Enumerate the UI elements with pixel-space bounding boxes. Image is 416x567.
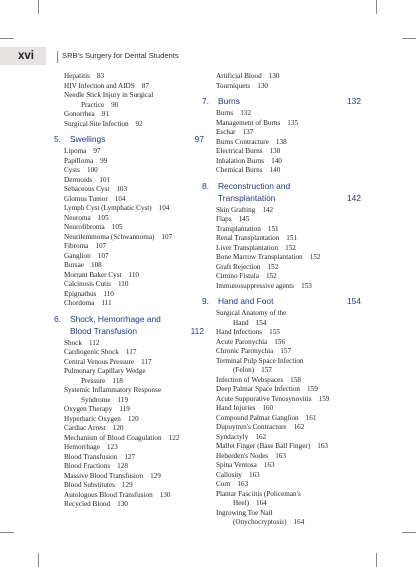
toc-page-number: 129 xyxy=(121,481,133,489)
toc-page-number: 152 xyxy=(285,243,296,252)
toc-column-right xyxy=(202,72,361,528)
crop-mark xyxy=(0,38,14,39)
toc-entry-title: Cimino Fistula xyxy=(216,272,259,280)
toc-page-number: 151 xyxy=(286,234,298,242)
toc-entry xyxy=(64,120,204,130)
toc-entry xyxy=(216,309,361,319)
toc-entry-title: Pulmonary Capillary Wedge xyxy=(64,367,146,375)
toc-page-number: 90 xyxy=(111,100,119,109)
toc-entry-continuation xyxy=(64,101,204,111)
toc-page-number: 119 xyxy=(117,395,129,404)
toc-entry xyxy=(64,110,204,120)
toc-entry-title: Lipoma xyxy=(64,147,87,155)
toc-entry-continuation xyxy=(216,499,361,509)
toc-page-number: 91 xyxy=(101,110,109,118)
toc-entry-title: Central Venous Pressure xyxy=(64,357,135,366)
toc-entry xyxy=(216,414,361,424)
toc-entry xyxy=(64,481,204,491)
toc-entry xyxy=(64,261,204,271)
toc-page-number: 140 xyxy=(269,166,281,174)
toc-entry-title: Liver Transplantation xyxy=(216,243,279,252)
toc-entry-title: Bone Marrow Transplantation xyxy=(216,253,303,261)
toc-entry-title: Management of Burns xyxy=(216,118,281,127)
toc-entry xyxy=(216,328,361,338)
toc-entry xyxy=(64,358,204,368)
toc-entry xyxy=(64,491,204,501)
toc-entry-title: Mechanism of Blood Coagulation xyxy=(64,433,162,442)
toc-page-number: 161 xyxy=(305,413,317,422)
toc-page-number: 140 xyxy=(271,156,282,165)
toc-page-number: 163 xyxy=(263,461,275,469)
chapter-page-number: 112 xyxy=(190,325,204,336)
toc-page-number: 138 xyxy=(269,147,281,155)
toc-entry xyxy=(64,252,204,262)
toc-entry-title: Acute Suppurative Tenosynovitis xyxy=(216,394,312,403)
toc-entry xyxy=(64,290,204,300)
toc-entry xyxy=(216,385,361,395)
toc-page-number: 135 xyxy=(287,118,299,127)
toc-entry-title: Recycled Blood xyxy=(64,500,111,508)
toc-entry xyxy=(216,109,361,119)
toc-page-number: 159 xyxy=(318,394,330,403)
toc-entry xyxy=(216,206,361,216)
toc-entry-title: Massive Blood Transfusion xyxy=(64,471,144,480)
toc-page-number: 154 xyxy=(255,318,267,327)
chapter-number: 7. xyxy=(202,96,209,106)
toc-page-number: 103 xyxy=(116,185,128,193)
toc-entry-title: Chemical Burns xyxy=(216,166,263,174)
toc-entry xyxy=(216,347,361,357)
toc-entry xyxy=(216,128,361,138)
toc-page-number: 120 xyxy=(127,414,139,423)
toc-entry-title: Blood Substitutes xyxy=(64,481,115,489)
toc-entry-title: Surgical Anatomy of the xyxy=(216,309,287,317)
crop-mark xyxy=(402,38,416,39)
toc-entry xyxy=(216,166,361,176)
toc-page-number: 153 xyxy=(301,281,312,290)
toc-entry-title: Neuroma xyxy=(64,213,91,222)
crop-mark xyxy=(376,553,377,567)
toc-entry-title: Systemic Inflammatory Response xyxy=(64,386,162,394)
toc-page-number: 142 xyxy=(262,205,274,214)
toc-entry-title: Morrant Baker Cyst xyxy=(64,270,122,279)
toc-entry-title: Ingrowing Toe Nail xyxy=(216,508,273,517)
crop-mark xyxy=(376,0,377,14)
toc-entry-title: Bursae xyxy=(64,261,84,269)
chapter-number: 5. xyxy=(54,134,61,144)
toc-page-number: 110 xyxy=(117,280,129,288)
toc-entry-title: Skin Grafting xyxy=(216,205,256,214)
toc-entry xyxy=(216,215,361,225)
toc-page-number: 151 xyxy=(267,224,279,233)
toc-entry-title: Neurilemmoma (Schwannoma) xyxy=(64,232,155,241)
toc-entry-title: Lymph Cyst (Lymphatic Cyst) xyxy=(64,204,152,212)
toc-page-number: 107 xyxy=(97,251,109,260)
toc-entry-title: Oxygen Therapy xyxy=(64,405,113,413)
toc-page-number: 152 xyxy=(267,262,279,271)
toc-entry-title: Immunosuppressive agents xyxy=(216,281,295,290)
toc-entry xyxy=(216,147,361,157)
toc-entry-title: Infection of Webspaces xyxy=(216,375,284,384)
toc-entry xyxy=(216,490,361,500)
toc-entry-title: Acute Paronychia xyxy=(216,337,268,346)
toc-page-number: 163 xyxy=(248,470,260,479)
chapter-heading xyxy=(54,133,204,145)
toc-entry-title: Surgical Site Infection xyxy=(64,119,129,128)
toc-entry xyxy=(64,367,204,377)
toc-page-number: 117 xyxy=(141,357,152,366)
toc-page-number: 118 xyxy=(112,376,123,385)
toc-entry-title: Autologous Blood Transfusion xyxy=(64,490,153,499)
toc-entry-title: Needle Stick Injury in Surgical xyxy=(64,91,154,99)
toc-entry xyxy=(216,509,361,519)
toc-page-number: 129 xyxy=(150,471,161,480)
chapter-title: Hand and Foot xyxy=(218,296,274,306)
chapter-title-line2: Blood Transfusion xyxy=(70,325,138,336)
chapter-heading xyxy=(202,180,361,204)
chapter-number: 6. xyxy=(54,313,61,324)
toc-page-number: 130 xyxy=(268,72,280,80)
toc-page-number: 111 xyxy=(101,299,112,307)
toc-entry xyxy=(216,244,361,254)
toc-page-number: 107 xyxy=(95,242,107,250)
toc-entry xyxy=(216,72,361,82)
toc-entry xyxy=(216,433,361,443)
toc-entry xyxy=(216,157,361,167)
toc-page-number: 162 xyxy=(255,432,267,441)
toc-page-number: 137 xyxy=(242,128,254,136)
chapter-heading xyxy=(54,313,204,337)
toc-page-number: 164 xyxy=(255,499,267,507)
toc-entry-title: Flaps xyxy=(216,215,232,223)
toc-entry xyxy=(64,166,204,176)
toc-entry-title: Deep Palmar Space Infection xyxy=(216,385,301,393)
toc-entry-title: Papilloma xyxy=(64,156,94,165)
toc-page-number: 145 xyxy=(238,215,250,223)
toc-entry-title: Spina Ventosa xyxy=(216,461,257,469)
toc-page-number: 130 xyxy=(117,500,128,508)
toc-page-number: 92 xyxy=(135,119,143,128)
toc-page-number: 132 xyxy=(240,109,251,117)
toc-entry xyxy=(64,157,204,167)
toc-entry xyxy=(64,185,204,195)
toc-page-number: 105 xyxy=(97,213,109,222)
toc-page-number: 163 xyxy=(237,480,249,488)
toc-entry-title: Electrical Burns xyxy=(216,147,263,155)
toc-entry-title: Heberden's Nodes xyxy=(216,451,269,460)
toc-entry xyxy=(64,299,204,309)
toc-entry xyxy=(64,348,204,358)
toc-entry xyxy=(64,386,204,396)
chapter-heading xyxy=(202,95,361,107)
toc-page-number: 87 xyxy=(141,81,149,90)
toc-entry-title: Burns xyxy=(216,109,234,117)
toc-page-number: 120 xyxy=(112,424,124,432)
toc-entry xyxy=(216,138,361,148)
toc-entry-continuation xyxy=(216,518,361,528)
toc-entry xyxy=(216,376,361,386)
toc-entry xyxy=(216,253,361,263)
toc-entry xyxy=(216,225,361,235)
toc-entry xyxy=(64,204,204,214)
toc-entry xyxy=(216,471,361,481)
toc-page-number: 158 xyxy=(290,375,301,384)
toc-page-number: 104 xyxy=(114,194,126,203)
toc-entry-title: Artificial Blood xyxy=(216,72,262,80)
chapter-title: Reconstruction and xyxy=(218,180,291,191)
toc-entry-title: Plantar Fasciitis (Policeman's xyxy=(216,489,301,498)
toc-entry-title-cont: (Felon) xyxy=(233,366,255,374)
toc-entry-title: Hyperbaric Oxygen xyxy=(64,414,121,423)
toc-entry-title: Renal Transplantation xyxy=(216,234,280,242)
toc-entry-title-cont: (Onychocryptosis) xyxy=(233,518,287,526)
crop-mark xyxy=(402,532,416,533)
toc-entry xyxy=(64,405,204,415)
toc-entry xyxy=(216,82,361,92)
toc-entry-title: Cardiogenic Shock xyxy=(64,348,119,356)
chapter-heading xyxy=(202,295,361,307)
toc-page-number: 157 xyxy=(261,366,272,374)
toc-entry xyxy=(216,272,361,282)
toc-entry-continuation xyxy=(64,377,204,387)
toc-entry xyxy=(64,443,204,453)
toc-page-number: 123 xyxy=(106,443,118,451)
toc-entry xyxy=(64,176,204,186)
toc-page-number: 160 xyxy=(262,404,274,412)
toc-entry xyxy=(64,91,204,101)
toc-entry xyxy=(216,452,361,462)
toc-entry xyxy=(216,357,361,367)
toc-entry-title: Blood Transfusion xyxy=(64,452,118,461)
toc-entry-title: Neurofibroma xyxy=(64,223,105,231)
toc-entry xyxy=(64,214,204,224)
toc-entry-title: Blood Fractions xyxy=(64,462,111,470)
toc-page-number: 105 xyxy=(111,223,123,231)
toc-page-number: 130 xyxy=(257,81,269,90)
toc-entry xyxy=(64,472,204,482)
toc-entry-title: Graft Rejection xyxy=(216,262,261,271)
toc-entry-title: Hepatitis xyxy=(64,72,90,80)
toc-page-number: 97 xyxy=(93,147,101,155)
crop-mark xyxy=(38,0,39,14)
toc-entry-title: Cardiac Arrest xyxy=(64,424,106,432)
toc-entry xyxy=(216,234,361,244)
toc-entry-title: Sebaceous Cyst xyxy=(64,185,110,193)
toc-entry-continuation xyxy=(64,396,204,406)
toc-page-number: 108 xyxy=(90,261,102,269)
toc-entry xyxy=(64,462,204,472)
toc-entry-title: Cysts xyxy=(64,166,80,174)
toc-entry-title: Calcinosis Cutis xyxy=(64,280,111,288)
toc-page-number: 152 xyxy=(309,253,321,261)
toc-entry xyxy=(64,280,204,290)
chapter-page-number: 142 xyxy=(347,192,361,203)
toc-entry-title: Mallet Finger (Base Ball Finger) xyxy=(216,442,311,450)
toc-entry-title-cont: Practice xyxy=(81,100,105,109)
toc-page-number: 119 xyxy=(119,405,130,413)
chapter-title: Shock, Hemorrhage and xyxy=(70,313,161,324)
toc-page-number: 107 xyxy=(161,232,173,241)
toc-page-number: 152 xyxy=(265,272,277,280)
toc-entry-title: Eschar xyxy=(216,128,236,136)
chapter-page-number: 97 xyxy=(194,134,204,144)
toc-entry xyxy=(64,271,204,281)
toc-entry xyxy=(64,147,204,157)
toc-page-number: 162 xyxy=(293,423,305,431)
toc-entry-title: Hand Infections xyxy=(216,328,263,336)
toc-page-number: 157 xyxy=(280,347,292,355)
chapter-page-number: 154 xyxy=(347,296,361,306)
toc-page-number: 163 xyxy=(275,451,286,460)
toc-entry-title-cont: Hand xyxy=(233,318,249,327)
toc-entry-title: Chronic Paronychia xyxy=(216,347,274,355)
toc-page-number: 110 xyxy=(128,270,140,279)
toc-entry xyxy=(64,453,204,463)
toc-entry xyxy=(216,119,361,129)
toc-column-left xyxy=(54,72,204,510)
toc-entry-title-cont: Syndrome xyxy=(81,395,111,404)
toc-entry-title: Callosity xyxy=(216,470,242,479)
toc-entry xyxy=(64,223,204,233)
toc-page-number: 127 xyxy=(124,452,136,461)
toc-entry xyxy=(216,404,361,414)
toc-entry xyxy=(64,500,204,510)
toc-entry-continuation xyxy=(216,319,361,329)
toc-entry-title-cont: Heel) xyxy=(233,499,249,507)
toc-entry xyxy=(216,338,361,348)
toc-entry xyxy=(216,461,361,471)
chapter-page-number: 132 xyxy=(347,96,361,106)
toc-page-number: 138 xyxy=(275,137,287,146)
chapter-title: Swellings xyxy=(70,134,106,144)
toc-entry xyxy=(64,434,204,444)
toc-entry xyxy=(64,72,204,82)
toc-entry-title: Corn xyxy=(216,480,231,488)
toc-entry-title: Hand Injuries xyxy=(216,404,256,412)
toc-page-number: 110 xyxy=(103,289,114,298)
toc-entry-title: Gonorrhea xyxy=(64,110,95,118)
toc-entry xyxy=(216,442,361,452)
crop-mark xyxy=(0,532,14,533)
toc-entry-title: Chordoma xyxy=(64,299,95,307)
chapter-title: Burns xyxy=(218,96,240,106)
crop-mark xyxy=(38,553,39,567)
toc-entry-title: Terminal Pulp Space Infection xyxy=(216,356,304,365)
toc-entry xyxy=(216,423,361,433)
toc-entry-title: Syndactyly xyxy=(216,432,249,441)
toc-entry-title: Transplantation xyxy=(216,224,261,233)
toc-page-number: 101 xyxy=(99,175,111,184)
toc-entry-title: Compound Palmar Ganglion xyxy=(216,413,299,422)
book-title: SRB's Surgery for Dental Students xyxy=(62,51,179,60)
toc-page-number: 130 xyxy=(159,490,171,499)
toc-page-number: 104 xyxy=(158,204,170,212)
toc-entry-title: Fibroma xyxy=(64,242,89,250)
toc-entry xyxy=(64,82,204,92)
chapter-number: 9. xyxy=(202,296,209,306)
toc-page-number: 163 xyxy=(317,442,328,450)
toc-entry-title: Dermoids xyxy=(64,175,93,184)
chapter-title-line2: Transplantation xyxy=(218,192,276,203)
toc-entry-title: Hemorrhage xyxy=(64,443,100,451)
toc-page-number: 164 xyxy=(293,518,305,526)
toc-page-number: 156 xyxy=(274,337,286,346)
toc-entry xyxy=(64,242,204,252)
toc-entry xyxy=(64,424,204,434)
toc-page-number: 122 xyxy=(168,433,180,442)
toc-page-number: 83 xyxy=(96,72,105,80)
toc-entry-title: HIV Infection and AIDS xyxy=(64,81,135,90)
chapter-number: 8. xyxy=(202,180,209,191)
toc-page-number: 128 xyxy=(117,462,128,470)
toc-entry-title: Shock xyxy=(64,338,82,347)
toc-entry-title: Epignathus xyxy=(64,289,97,298)
toc-entry-continuation xyxy=(216,366,361,376)
toc-entry-title: Dupuytren's Contracture xyxy=(216,423,287,431)
toc-entry-title: Ganglion xyxy=(64,251,91,260)
running-header xyxy=(0,47,416,65)
toc-entry xyxy=(64,195,204,205)
toc-page-number: 112 xyxy=(88,338,100,347)
toc-entry xyxy=(216,480,361,490)
toc-entry xyxy=(216,282,361,292)
toc-page-number: 100 xyxy=(86,166,98,174)
toc-entry-title: Tourniquets xyxy=(216,81,251,90)
header-divider xyxy=(57,51,58,63)
toc-entry xyxy=(64,339,204,349)
toc-page-number: 99 xyxy=(100,156,108,165)
toc-entry xyxy=(64,233,204,243)
toc-entry-title: Inhalation Burns xyxy=(216,156,265,165)
toc-entry xyxy=(216,263,361,273)
toc-entry xyxy=(216,395,361,405)
toc-page-number: 155 xyxy=(269,328,280,336)
toc-page-number: 117 xyxy=(125,348,137,356)
toc-entry-title: Burns Contracture xyxy=(216,137,269,146)
toc-entry-title: Glomus Tumor xyxy=(64,194,108,203)
toc-entry xyxy=(64,415,204,425)
toc-entry-title-cont: Pressure xyxy=(81,376,106,385)
page-number: xvi xyxy=(18,50,34,62)
toc-page-number: 159 xyxy=(307,385,318,393)
